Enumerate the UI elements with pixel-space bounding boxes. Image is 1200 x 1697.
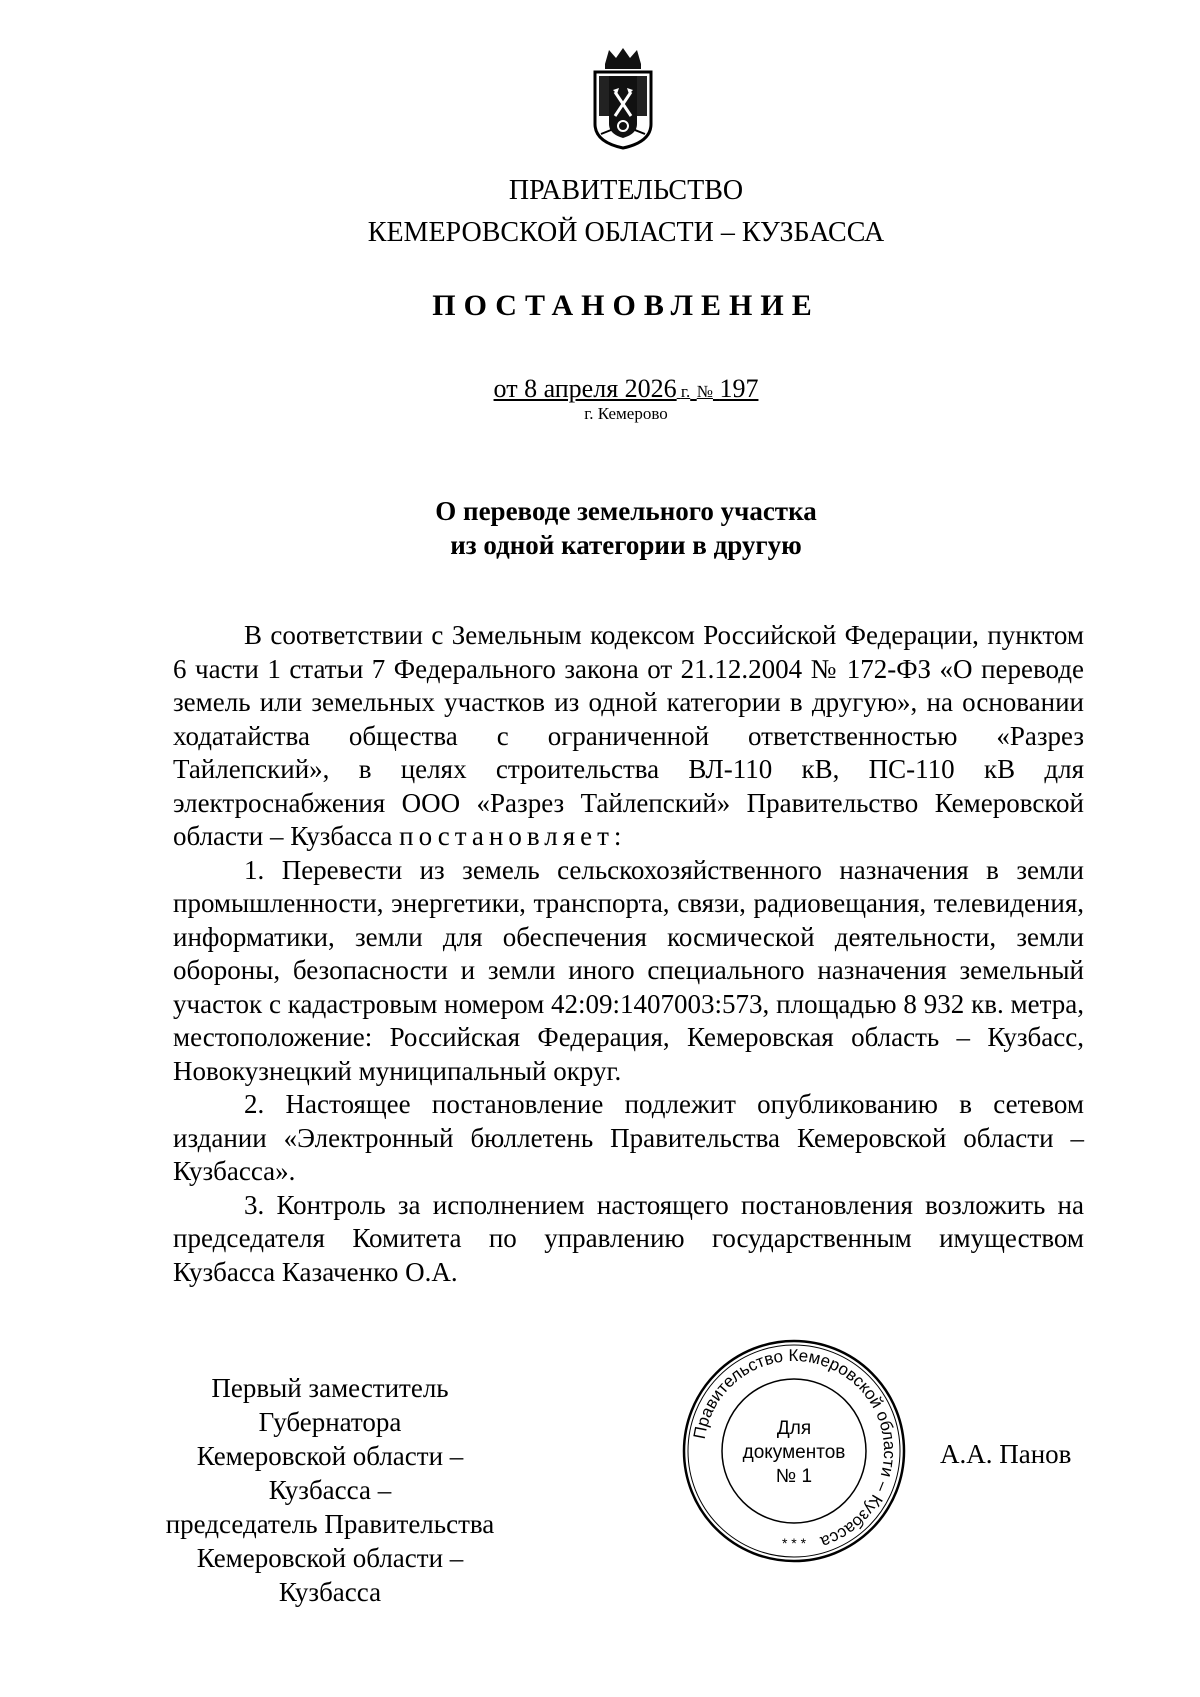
document-title: [0, 494, 1200, 562]
position-line1: Первый заместитель Губернатора: [211, 1373, 449, 1437]
stamp-stars: * * *: [781, 1535, 807, 1551]
stamp-center-line1: Для: [776, 1418, 812, 1439]
position-line4: Кемеровской области – Кузбасса: [196, 1543, 464, 1607]
stamp-center-line2: документов: [742, 1442, 846, 1463]
title-line1: О переводе земельного участка: [435, 496, 817, 526]
signatory-position: [160, 1371, 500, 1609]
position-line3: председатель Правительства: [165, 1509, 495, 1539]
item-2: 2. Настоящее постановление подлежит опубликованию в сетевом издании «Электронный бюллетень Правительства Кемеровской области – Кузбасса».: [173, 1089, 1084, 1186]
date-number-line: [0, 374, 1200, 404]
document-city: г. Кемерово: [584, 404, 668, 423]
document-type: ПОСТАНОВЛЕНИЕ: [432, 289, 820, 322]
official-stamp: [681, 1338, 907, 1564]
stamp-ring-text: Правительство Кемеровской области – Кузбасса: [689, 1345, 900, 1552]
number-sign: №: [696, 382, 713, 401]
decree-word: постановляет:: [399, 821, 627, 851]
org-name-line1: ПРАВИТЕЛЬСТВО: [508, 175, 744, 206]
org-name-line2: КЕМЕРОВСКОЙ ОБЛАСТИ – КУЗБАССА: [367, 217, 885, 248]
stamp-center-line3: № 1: [775, 1466, 813, 1487]
item-1: 1. Перевести из земель сельскохозяйственного назначения в земли промышленности, энергетики, транспорта, связи, радиовещания, телевидения, информатики, земли для обеспечения космической деятельности, земли обороны, безопасности и земли иного специального назначения земельный участок с кадастровым номером 42:09:1407003:573, площадью 8 932 кв. метра, местоположение: Российская Федерация, Кемеровская область – Кузбасс, Новокузнецкий муниципальный округ.: [173, 854, 1084, 1086]
date-suffix: г.: [680, 382, 691, 401]
signer-name: А.А. Панов: [940, 1439, 1072, 1469]
title-line2: из одной категории в другую: [450, 530, 802, 560]
document-number: 197: [719, 374, 759, 403]
document-date: от 8 апреля 2026: [493, 374, 677, 403]
position-line2: Кемеровской области – Кузбасса –: [196, 1441, 464, 1505]
coat-of-arms-icon: [589, 46, 657, 150]
document-body: [173, 619, 1084, 1289]
preamble-text: В соответствии с Земельным кодексом Российской Федерации, пунктом 6 части 1 статьи 7 Федерального закона от 21.12.2004 № 172-ФЗ «О переводе земель или земельных участков из одной категории в другую», на основании ходатайства общества с ограниченной ответственностью «Разрез Тайлепский», в целях строительства ВЛ-110 кВ, ПС-110 кВ для электроснабжения ООО «Разрез Тайлепский» Правительство Кемеровской области – Кузбасса: [173, 620, 1084, 851]
item-3: 3. Контроль за исполнением настоящего постановления возложить на председателя Комитета по управлению государственным имуществом Кузбасса Казаченко О.А.: [173, 1189, 1084, 1287]
preamble-paragraph: [173, 619, 1084, 854]
